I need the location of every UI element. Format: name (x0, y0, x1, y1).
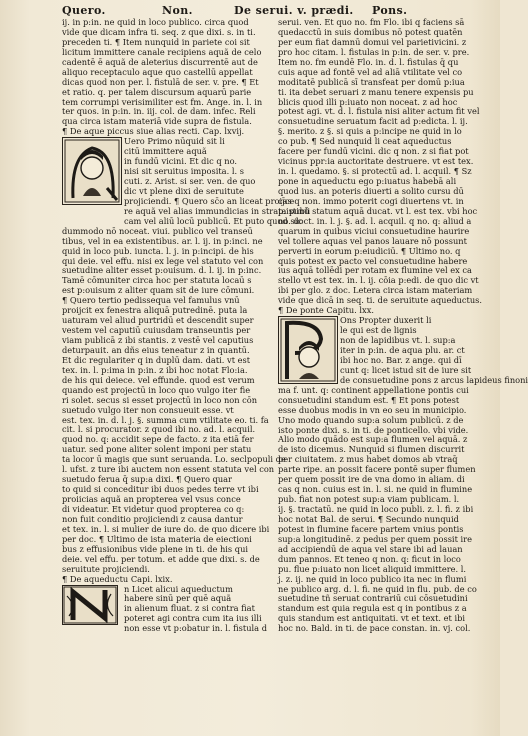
text-line: vestem vel caputiū cuiusdam transeuntis per (62, 325, 251, 336)
text-line: projiciendi. ¶ Quero sc̄o an liceat proij̄ce (124, 195, 295, 206)
text-line: pu. flue p:iuato non licet aliquid immittere. l. (278, 563, 467, 574)
text-line: suetudo vulgo iter non consueuit esse. vt (62, 404, 234, 415)
text-line: potest in flumine facere partem vnius pontis (278, 523, 464, 534)
text-line: consuetudini standum est. ¶ Et pons potest (278, 394, 460, 405)
left-body (62, 225, 286, 575)
decorated-initial-N (62, 585, 118, 625)
text-line: quis standum est antiquitati. vt et text. et ibi (278, 613, 466, 624)
text-line: qui deie. vel effu. nisi ex lege vel statuto vel con (62, 255, 264, 266)
decorated-initial-P (278, 316, 338, 384)
text-line: per quem possit ire de vna domo in aliam. di (278, 474, 465, 485)
text-line: dic vt plene dixi de seruitute (124, 185, 244, 196)
text-line: re aquã vel alias immundicias in strata publi (124, 205, 311, 216)
text-line: quedacctū in suis domibus nō potest quatēn (278, 26, 463, 37)
text-line: dicas quod non per. l. fistulā de ser. v. pre. ¶ Et (62, 76, 259, 87)
text-line: sup:a longitudinē. z pedus per quem possit ire (278, 533, 472, 544)
text-line: p:istinū statum aquā ducat. vt l. est tex. vbi hoc (278, 205, 478, 216)
running-head-word: Pons. (372, 4, 408, 17)
text-line: ¶ Quero tertio pedissequa vel famulus vnū (62, 295, 240, 306)
decorated-initial-Q (62, 137, 122, 205)
text-line: l. ufst. z ture ibi auctem non essent statuta vel con (62, 464, 275, 475)
text-line: in alienum fluat. z si contra fiat (124, 603, 255, 614)
text-line: cas q non. immo poterit cogi diuertens vt. in (278, 195, 464, 206)
text-line: suetudine tñ seruat contrariū cui cōsuetudini (278, 593, 468, 604)
text-line: cit. l. si procurator. z quod ibi no. ad. l. acquil. (62, 424, 256, 435)
text-line: poteret agi contra cum ita ius illi (124, 613, 262, 624)
text-line: viam publicā z ibi stantis. z vestē vel caputius (62, 335, 254, 345)
text-line: perverti in eorum p:eiudiciū. ¶ Ultimo no. q (278, 245, 461, 256)
text-line: stello vt est tex. in. l. ij. cōia p:edi. de quo dic vt (278, 275, 479, 286)
text-line: Et dic regulariter q in duplū dam. dati. vt est (62, 354, 251, 365)
text-line: vide que dicā in seq. ti. de seruitute aqueductus. (278, 295, 483, 306)
text-line: dummodo nō noceat. viui. publico vel transeū (62, 225, 253, 236)
text-line: ter quos. in p:in. in. iij. col. de dam. infec. Reli (62, 106, 256, 117)
text-line: seruitute projiciendi. (62, 563, 150, 574)
text-line: tibus, vel in ea existentibus. ar. l. ij. in p:inci. ne (62, 235, 263, 246)
text-line: cunt q: licet istud sit de iure sit (340, 364, 472, 375)
text-line: de his qui deiece. vel effunde. quod est verum (62, 374, 255, 385)
text-line: facere per fundū vicini. dic q non. z si fiat pot (278, 146, 469, 157)
text-line: ri solet. secus si esset projectū in loco non cōn (62, 394, 258, 405)
running-head-word: Quero. (62, 4, 106, 17)
text-line: est p:ouisum z aliter quam sit de iure cōmuni. (62, 285, 255, 296)
running-head-word: Non. (162, 4, 193, 17)
text-line: tex. in. l. p:ima in p:in. z ibi hoc notat Flo:ia. (62, 364, 248, 375)
text-line: isto ponte dixi. s. in ti. de ponticello. vbi vide. (278, 424, 469, 435)
text-line: de consuetudine pons z arcus lapideus finoni (340, 374, 528, 385)
running-head (62, 4, 486, 18)
text-line: quid in loco pub. iuncta. l. j. in p:incipi. de his (62, 245, 254, 256)
text-line: deie. vel effu. per totum. et adde que dixi. s. de (62, 553, 260, 564)
text-line: aliquo receptaculo aque quo castellū appellat (62, 66, 253, 77)
text-line: Alio modo quādo est sup:a flumen vel aquā. z (278, 434, 468, 445)
text-line: Tamē cōmuniter circa hoc per statuta locaū s (62, 275, 252, 286)
portrait-icon (63, 138, 121, 204)
text-line: Uno modo quando sup:a solum publicū. z de (278, 414, 464, 425)
running-head-word: De serui. v. prædi. (234, 4, 354, 17)
text-line: ibi per glo. z doc. Letera circa istam materiam (278, 285, 473, 296)
text-line: parte ripe. an possit facere pontē super flumen (278, 464, 476, 475)
text-line: blicis quod illi p:iuato non noceat. z ad hoc (278, 96, 458, 107)
left-initial-block-2 (62, 583, 267, 635)
text-line: ti. ita debet seruari z manu tenere expensis pu (278, 86, 474, 97)
portrait-icon (279, 317, 337, 383)
text-line: suetudine aliter esset p:ouisum. d. l. ij. in p:inc. (62, 265, 262, 276)
text-line: proiicias aquã an propterea vel vsus conce (62, 494, 241, 504)
text-line: et ratio. q. per talem discursum aquarū parie (62, 86, 252, 97)
text-line: serui. ven. Et quo no. fm Flo. ibi q faciens sā (278, 17, 465, 27)
text-line: nisi sit seruitus imposita. l. s (124, 166, 244, 177)
chapter-heading: ¶ De ponte Capitu. lxx. (278, 305, 374, 316)
text-line: de isto dicemus. Nunquid si flumen discurrit (278, 444, 465, 455)
text-line: to quid si conceditur ibi duos pedes terre vt ibi (62, 484, 259, 495)
text-line: Item no. fm eundē Flo. in. d. l. fistulas q̄ qu (278, 56, 459, 67)
text-line: hoc notat Bal. de serui. ¶ Secundo nunquid (278, 513, 459, 524)
text-line: tem corrumpi verisimiliter est fm. Ange. in. l. in (62, 96, 263, 107)
text-line: uaturam vel aliud purtridū et descendit super (62, 315, 254, 326)
text-line: ma f. unt. q: continent appellatione pontis cui (278, 384, 469, 395)
text-line: ta locor ū magis que sunt seruanda. Lo. seclpopuli de (62, 454, 286, 465)
text-line: ¶ De aque piccus siue alias recti. Cap. lxvij. (62, 126, 245, 137)
text-line: bus z effusionibus vide plene in ti. de his qui (62, 543, 249, 554)
text-line: est. tex. in. d. l. j. §. summa cum vtilitate eo. ti. fa (62, 414, 269, 425)
text-line: quarum in quibus viciui consuetudine haurire (278, 225, 470, 236)
right-body (278, 386, 483, 634)
text-line: suetudo ferua q̄ sup:a dixi. ¶ Quero quar (62, 474, 232, 485)
text-line: ij. in p:in. ne quid in loco publico. circa quod (62, 17, 249, 27)
text-line: preceden ti. ¶ Item nunquid in pariete coi sit (62, 36, 250, 47)
text-line: quando est projectū in loco quo vulgo iter fie (62, 384, 251, 395)
text-line: per doc. ¶ Ultimo de ista materia de eiectioni (62, 533, 252, 544)
text-line: ne publico arg. d. l. fi. ne quid in flu. pub. de co (278, 583, 477, 594)
right-before-block (278, 18, 483, 306)
text-line: pone in aqueductu ego p:iuatus habebā ali (278, 176, 457, 186)
text-line: ad accipiendū de aqua vel stare ibi ad lauan (278, 543, 463, 554)
right-column (278, 17, 528, 634)
left-before-block (62, 17, 263, 137)
left-initial-block (62, 136, 311, 226)
right-initial-block (278, 315, 528, 386)
text-line: per ciuitatem. z mus habet domos ab vtraq̄ (278, 454, 458, 465)
text-line: in fundū vicini. Et dic q no. (124, 156, 238, 167)
text-line: vide que dicam infra ti. seq. z que dixi. s. in ti. (62, 26, 256, 37)
text-line: uatur. sed pone aliter solent imponi per statu (62, 444, 252, 455)
text-line: deturpauit. an dñs eius teneatur z in quantū. (62, 344, 250, 355)
chapter-heading: ¶ De aqueductu Capi. lxix. (62, 573, 173, 584)
text-line: per eum fiat damnū domui vel parietivicini. z (278, 36, 467, 47)
text-line: quod ius. an poteris diuerti a solito cursu dū (278, 185, 464, 196)
text-line: co pub. ¶ Sed nunquid li ceat aqueductus (278, 136, 452, 147)
text-line: iter in p:in. de aqua plu. ar. ct (340, 345, 465, 355)
ornament-icon (63, 586, 117, 624)
text-line: licitum immittere canale recipiens aquã de celo (62, 46, 262, 57)
text-line: cam vel aliū locū publicū. Et puto quod sic (124, 215, 302, 226)
text-line: cuis aque ad fontē vel ad aliā vtilitate vel co (278, 66, 463, 77)
text-line: potest agi. vt. d. l. fistula nisi aliter actum fit vel (278, 106, 480, 117)
text-line: proijcit ex fenestra aliquā putredinē. puta la (62, 305, 248, 316)
text-line: cas q non. cuius est in. l. si. ne quid in flumine (278, 484, 473, 495)
text-line: Uero Primo nūquid sit li (124, 136, 225, 147)
text-line: pub. fiat non potest sup:a viam publicam. l. (278, 494, 460, 505)
text-line: hoc no. Bald. in ti. de pace constan. in. vj. col. (278, 623, 471, 634)
text-line: vicinus ppr:ia auctoritate destruere. vt est tex. (278, 156, 474, 167)
text-line: pro hoc citam. l. fistulas in p:in. de ser. v. pre. (278, 46, 470, 57)
text-line: quod no. q: accidit sepe de facto. z ita etiā fer (62, 434, 254, 445)
text-line: ius aquā tollēdi per rotam ex flumine vel ex ca (278, 265, 472, 276)
text-line: consuetudine seruatum facit ad p:edicta. l. ij. (278, 116, 468, 127)
text-line: non esse vt p:obatur in. l. fistula d (124, 623, 267, 634)
text-line: et tex. in. l. si mulier de iure do. de quo dicere ibi (62, 523, 270, 534)
text-line: cuti. z. Arist. si ser. ven. de quo (124, 176, 256, 186)
text-line: citū immittere aquã (124, 146, 207, 157)
text-line: le qui est de lignis (340, 325, 417, 336)
text-line: habere sinū per quē aquã (124, 593, 232, 604)
text-line: in. l. quedamo. §. si protectū ad. l. acquil. ¶ Sz (278, 166, 472, 177)
text-line: qua circa istam materiā vide supra de fistula. (62, 116, 252, 127)
text-line: non fuit conditio projiciendi z causa dantur (62, 513, 243, 524)
text-line: n Licet alicui aqueductum (124, 583, 233, 594)
text-line: dum pannos. Et teneo q non. q: ficut in loco (278, 553, 461, 564)
text-line: standum est quia regula est q in pontibus z a (278, 603, 467, 614)
left-column (62, 17, 311, 634)
text-line: non de lapidibus vt. l. sup:a (340, 335, 456, 346)
text-line: j. z. ij. ne quid in loco publico ita nec in flumi (278, 573, 467, 584)
text-line: di videatur. Et videtur quod propterea co q: (62, 503, 245, 514)
text-line: ibi hoc no. Bar. z ange. qui dī (340, 354, 462, 365)
text-line: Ons Propter duxerit li (340, 315, 432, 326)
text-line: vel tollere aquas vel panos lauare nō possunt (278, 235, 467, 246)
text-line: moditatē publicā sī transfeat per domū p:iua (278, 76, 465, 87)
text-line: ij. §. tractatū. ne quid in loco publi. z. l. fi. z ibi (278, 504, 474, 514)
text-line: esse duobus modis in vn eo seu in municipio. (278, 404, 467, 415)
text-line: quis potest ex pacto vel consuetudine habere (278, 255, 468, 266)
text-line: cadentē ē aquã de aleterius discurrentē aut de (62, 56, 258, 67)
text-line: no. doct. in. l. j. §. ad. l. acquil. q no. q: aliud a (278, 215, 472, 226)
text-line: §. merito. z §. si quis a p:incipe ne quid in lo (278, 126, 462, 137)
